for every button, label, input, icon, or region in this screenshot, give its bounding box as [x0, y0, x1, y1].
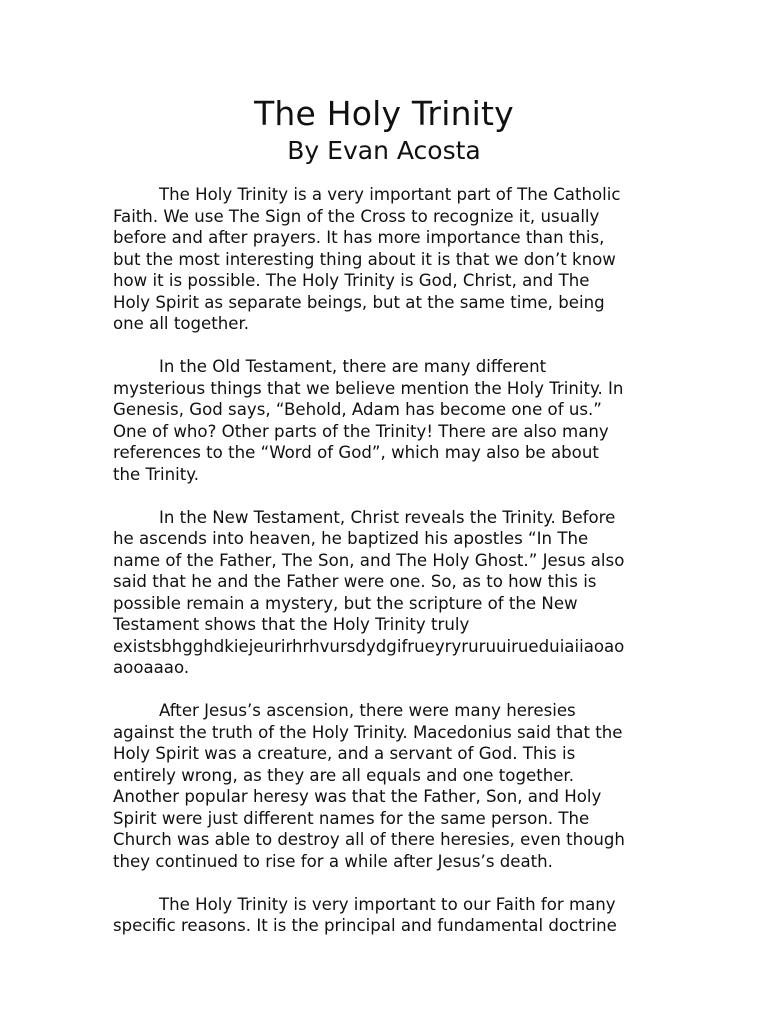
paragraph-line: before and after prayers. It has more importance than this,: [113, 228, 605, 247]
paragraph-line: Genesis, God says, “Behold, Adam has become one of us.”: [113, 400, 602, 419]
paragraph-spacer: [113, 335, 658, 357]
paragraph-line: the Trinity.: [113, 464, 199, 484]
paragraph-line: mysterious things that we believe mention the Holy Trinity. In: [113, 378, 624, 398]
paragraph-line: In the New Testament, Christ reveals the Trinity. Before: [159, 507, 616, 527]
paragraph-line: Testament shows that the Holy Trinity truly: [113, 615, 470, 634]
paragraph-line: One of who? Other parts of the Trinity! There are also many: [113, 421, 609, 441]
paragraph-line: name of the Father, The Son, and The Holy Ghost.” Jesus also: [113, 550, 625, 570]
paragraph-line: Holy Spirit was a creature, and a servant of God. This is: [113, 744, 576, 763]
paragraph-line: entirely wrong, as they are all equals and one together.: [113, 765, 574, 785]
paragraph: [113, 894, 658, 937]
paragraph-line: In the Old Testament, there are many different: [159, 357, 547, 376]
paragraph-line: The Holy Trinity is very important to our Faith for many: [159, 894, 616, 914]
paragraph-line: The Holy Trinity is a very important part of The Catholic: [159, 185, 621, 204]
paragraph-line: against the truth of the Holy Trinity. Macedonius said that the: [113, 722, 623, 742]
paragraph-line: Church was able to destroy all of there heresies, even though: [113, 830, 625, 849]
paragraph-line: possible remain a mystery, but the scripture of the New: [113, 593, 578, 613]
paragraph-spacer: [113, 872, 658, 894]
paragraph: [113, 507, 658, 679]
paragraph-line: specific reasons. It is the principal and fundamental doctrine: [113, 916, 617, 935]
paragraph: [113, 356, 658, 485]
author-line: By Evan Acosta: [287, 136, 481, 165]
paragraph-line: After Jesus’s ascension, there were many heresies: [159, 701, 576, 720]
paragraph-line: but the most interesting thing about it is that we don’t know: [113, 249, 616, 269]
paragraph-spacer: [113, 485, 658, 507]
paragraph-line: how it is possible. The Holy Trinity is God, Christ, and The: [113, 271, 590, 290]
paragraph-line: Holy Spirit as separate beings, but at the same time, being: [113, 292, 605, 312]
document-title: The Holy Trinity: [254, 94, 514, 133]
paragraph: [113, 184, 658, 335]
paragraph-line: Another popular heresy was that the Father, Son, and Holy: [113, 787, 602, 806]
paragraph: [113, 700, 658, 872]
paragraph-line: Spirit were just different names for the same person. The: [113, 808, 590, 828]
paragraph-spacer: [113, 679, 658, 701]
paragraph-line: existsbhgghdkiejeurirhrhvursdydgifrueyryruruuirueduiaiiaoao: [113, 636, 625, 656]
paragraph-line: they continued to rise for a while after Jesus’s death.: [113, 851, 553, 871]
document-body: [113, 184, 658, 937]
paragraph-line: said that he and the Father were one. So, as to how this is: [113, 572, 597, 591]
paragraph-line: he ascends into heaven, he baptized his apostles “In The: [113, 529, 589, 548]
paragraph-line: Faith. We use The Sign of the Cross to recognize it, usually: [113, 206, 600, 226]
paragraph-line: one all together.: [113, 314, 250, 333]
paragraph-line: references to the “Word of God”, which may also be about: [113, 443, 599, 462]
paragraph-line: aooaaao.: [113, 658, 190, 677]
